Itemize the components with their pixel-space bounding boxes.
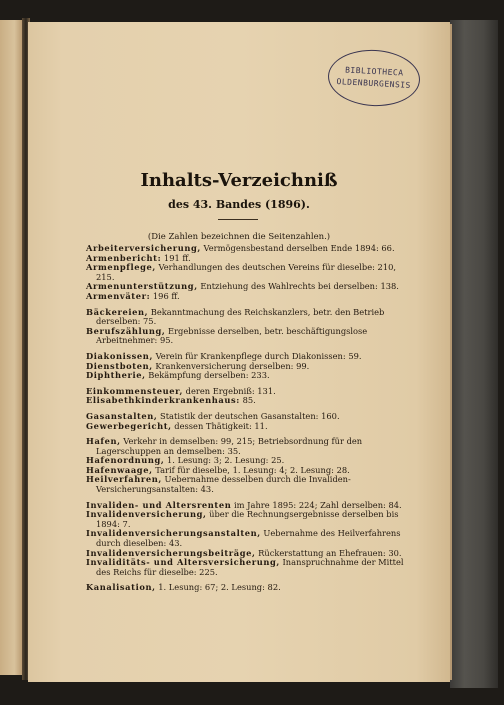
facing-page-edge: [0, 20, 24, 675]
index-entry: [86, 475, 406, 494]
index-entry-keyword: Armenbericht:: [86, 252, 162, 263]
index-entry-text: Rückerstattung an Ehefrauen: 30.: [255, 547, 402, 558]
index-entry-text: 196 ff.: [150, 290, 180, 301]
index-entry-keyword: Hafenordnung,: [86, 455, 165, 466]
title-divider: [218, 219, 258, 220]
index-entry-keyword: Gasanstalten,: [86, 410, 158, 421]
index-entry: [86, 558, 406, 577]
index-entry-text: dessen Thätigkeit: 11.: [171, 420, 268, 431]
index-entry-keyword: Einkommensteuer,: [86, 385, 184, 396]
index-entry-keyword: Invaliden- und Altersrenten: [86, 499, 232, 510]
index-entry-text: Bekanntmachung des Reichskanzlers, betr. den Betrieb derselben: 75.: [96, 306, 385, 327]
index-entry-text: 1. Lesung: 3; 2. Lesung: 25.: [164, 455, 285, 466]
index-entry-text: Verkehr in demselben: 99, 215; Betriebsordnung für den Lagerschuppen an demselben: 35.: [96, 436, 363, 456]
index-entry-text: Krankenversicherung derselben: 99.: [152, 360, 310, 371]
index-entry-keyword: Diakonissen,: [86, 350, 153, 361]
stamp-line-1: BIBLIOTHECA: [344, 65, 404, 78]
library-stamp: [327, 48, 422, 109]
book-cover-edge: [450, 20, 498, 688]
index-entry: [86, 263, 406, 282]
index-entry-keyword: Invalidenversicherungsbeiträge,: [86, 547, 256, 558]
index-entry-keyword: Bäckereien,: [86, 306, 149, 317]
index-entry: [86, 510, 406, 529]
index-entry: [86, 422, 406, 432]
index-entry-keyword: Arbeiterversicherung,: [86, 243, 201, 253]
index-entry-text: deren Ergebniß: 131.: [183, 385, 276, 396]
index-entry-text: 85.: [239, 395, 256, 406]
index-entry-text: Uebernahme des Heilverfahrens durch dieselben: 43.: [96, 528, 401, 549]
index-entry-keyword: Armenväter:: [86, 290, 151, 301]
index-note: (Die Zahlen bezeichnen die Seitenzahlen.): [147, 232, 331, 242]
index-entry-keyword: Hafen,: [86, 436, 121, 447]
index-entry-keyword: Kanalisation,: [86, 582, 156, 593]
index-entry-keyword: Gewerbegericht,: [86, 420, 172, 431]
index-entry: [86, 437, 406, 456]
index-entry: [86, 308, 406, 327]
index-entry: [86, 583, 406, 593]
index-entry-text: Uebernahme desselben durch die Invaliden-Versicherungsanstalten: 43.: [96, 474, 351, 495]
index-entry: [86, 529, 406, 548]
index-entry-keyword: Invalidenversicherungsanstalten,: [86, 528, 261, 539]
index-entry-text: über die Rechnungsergebnisse derselben bis 1894: 7.: [96, 509, 399, 529]
index-entry-text: Verhandlungen des deutschen Vereins für dieselbe: 210, 215.: [96, 262, 397, 282]
index-entry: [86, 396, 406, 406]
index-entry-keyword: Elisabethkinderkrankenhaus:: [86, 395, 240, 406]
index-entry-keyword: Armenpflege,: [86, 262, 156, 273]
index-entry-keyword: Hafenwaage,: [86, 464, 153, 475]
index-entry-keyword: Diphtherie,: [86, 370, 146, 381]
index-entry-keyword: Armenunterstützung,: [86, 281, 198, 292]
index-entry-keyword: Berufszählung,: [86, 325, 166, 336]
index-entry-text: Bekämpfung derselben: 233.: [145, 370, 270, 381]
index-entry-keyword: Dienstboten,: [86, 360, 153, 371]
index-entry-text: 1. Lesung: 67; 2. Lesung: 82.: [155, 582, 281, 593]
index-entry-text: Statistik der deutschen Gasanstalten: 160.: [157, 410, 340, 421]
index-entry-text: 191 ff.: [161, 252, 191, 263]
index-entry-text: Vermögensbestand derselben Ende 1894: 66.: [200, 243, 395, 253]
index-entry: [86, 327, 406, 346]
index-entry-text: Tarif für dieselbe, 1. Lesung: 4; 2. Lesung: 28.: [152, 464, 350, 475]
stamp-line-2: OLDENBURGENSIS: [336, 77, 412, 90]
index-entry-text: Entziehung des Wahlrechts bei derselben: 138.: [197, 281, 399, 292]
index-entry-keyword: Invalidenversicherung,: [86, 509, 207, 520]
book-page: [28, 22, 450, 682]
page-title: Inhalts-Verzeichniß: [140, 170, 338, 191]
index-entries: [86, 244, 406, 593]
index-entry-text: Inanspruchnahme der Mittel des Reichs für dieselbe: 225.: [96, 557, 404, 577]
index-entry-text: Verein für Krankenpflege durch Diakonissen: 59.: [152, 350, 362, 361]
index-entry-keyword: Invaliditäts- und Altersversicherung,: [86, 557, 280, 568]
index-entry-text: im Jahre 1895: 224; Zahl derselben: 84.: [231, 499, 402, 510]
page-subtitle: des 43. Bandes (1896).: [168, 198, 310, 211]
index-entry: [86, 292, 406, 302]
index-entry-keyword: Heilverfahren,: [86, 474, 162, 485]
index-entry-text: Ergebnisse derselben, betr. beschäftigungslose Arbeitnehmer: 95.: [96, 325, 368, 346]
index-entry: [86, 371, 406, 381]
